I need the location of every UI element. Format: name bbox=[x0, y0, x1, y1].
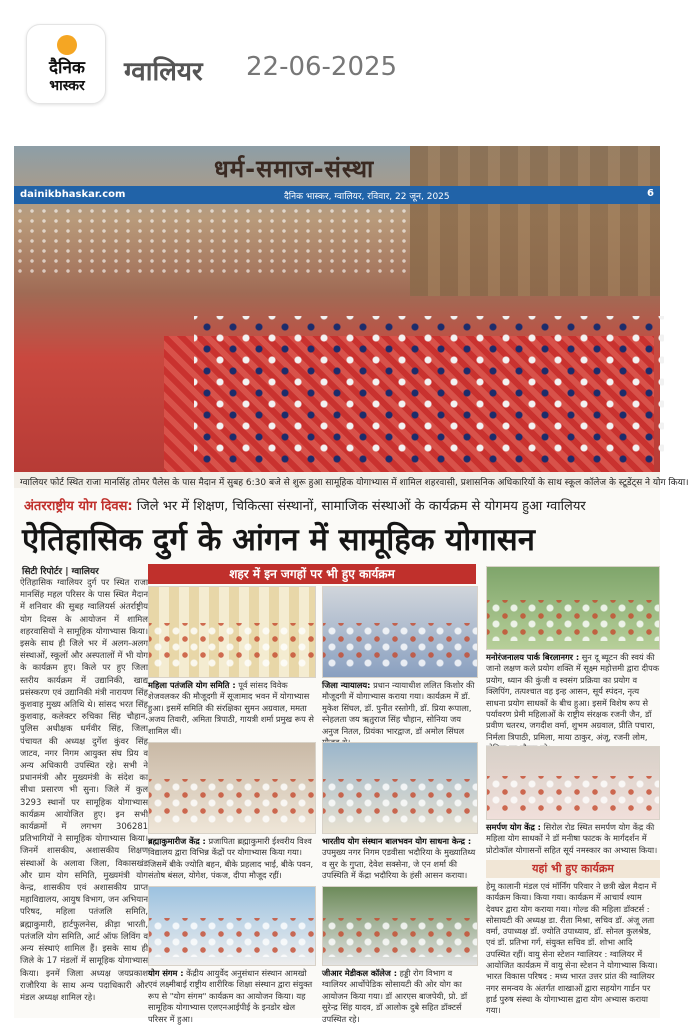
masthead-site: dainikbhaskar.com bbox=[20, 189, 126, 200]
caption-text: सुन दू ब्यूटन की स्वयं की जानो लक्षण कले प्रयोग शक्ति में सूक्ष्म महोत्तमी द्वारा दीपक प्रयोग, ध्यान की कुंजी व स्वसंग प्रक्रिया का प्रयोग व क्लिपिंग, तत्पश्चात वह इन्ह आसन, सूर्य स्पंदन, नृत्य साधना प्रयोग साधकों के बीच हुआ। इसमें विशेष रूप से पर्यावरण प्रेमी महिलाओं के राष्ट्रीय संरक्षक रजनी जैन, डॉ प्रवीण चतरथ, जगदीश वर्मा, शुभम अग्रवाल, प्रीति पचारा, निर्मला त्रिपाठी, प्रमिला, माया ठाकुर, अंजू, रजनी लोम, bbox=[486, 652, 660, 742]
caption-court bbox=[322, 680, 478, 738]
caption-title: मनोरंजनालय पार्क बिरलानगर : bbox=[486, 652, 580, 662]
logo-text-line1: दैनिक bbox=[49, 58, 85, 78]
events-banner: शहर में इन जगहों पर भी हुए कार्यक्रम bbox=[148, 564, 476, 584]
fort-wall bbox=[410, 146, 660, 296]
photo-gr-medical bbox=[322, 886, 478, 966]
caption-mahila-patanjali bbox=[148, 680, 316, 738]
crowd bbox=[14, 206, 414, 276]
caption-title: योग संगम : bbox=[148, 968, 184, 978]
caption-title: समर्पण योग केंद्र : bbox=[486, 822, 541, 832]
caption-text: प्रधान न्यायाधीश ललित किशोर की मौजूदगी में योगाभ्यास कराया गया। कार्यक्रम में डॉ. मुकेश सिंघल, डॉ. पुनीत रस्तोगी, डॉ. प्रिया रूपाला, स्नेहलता जय ऋतुराज सिंह चौहान, सोनिया जय अनुज नितल, प्रियंका भारद्वाज, डॉ अमोल सिंघल bbox=[322, 680, 475, 736]
dainik-bhaskar-logo[interactable] bbox=[26, 24, 106, 104]
more-events-banner: यहां भी हुए कार्यक्रम bbox=[486, 860, 660, 878]
headline: ऐतिहासिक दुर्ग के आंगन में सामूहिक योगासन bbox=[22, 522, 535, 558]
caption-title: महिला पतंजलि योग समिति : bbox=[148, 680, 236, 690]
caption-balbhavan bbox=[322, 836, 478, 882]
kicker bbox=[24, 496, 586, 514]
masthead-center: दैनिक भास्कर, ग्वालियर, रविवार, 22 जून, 2025 bbox=[284, 192, 450, 202]
kicker-label: अंतरराष्ट्रीय योग दिवस: bbox=[24, 499, 133, 514]
masthead-strip bbox=[14, 186, 660, 204]
edition-city: ग्वालियर bbox=[124, 57, 203, 87]
newspaper-page[interactable] bbox=[14, 146, 689, 1024]
logo-text-line2: भास्कर bbox=[49, 78, 85, 94]
photo-samarpan bbox=[486, 746, 660, 820]
caption-text: हड्डी रोग विभाग व ग्वालियर आर्थोपेडिक सोसायटी की ओर योग का आयोजन किया गया। डॉ आरएस बाजपेयी, प्रो. डॉ सुरेन्द्र सिंह यादव, डॉ आलोक दुबे सहित डॉक्टर्स उपस्थित रहे। bbox=[322, 968, 468, 1024]
caption-yoga-sangam bbox=[148, 968, 316, 1024]
section-title: धर्म-समाज-संस्था bbox=[214, 155, 375, 183]
main-photo-caption: ग्वालियर फोर्ट स्थित राजा मानसिंह तोमर पैलेस के पास मैदान में सुबह 6:30 बजे से शुरू हुआ सामूहिक योगाभ्यास में शामिल शहरवासी, प्रशासनिक अधिकारियों के साथ स्कूल कॉलेज के स्टूडेंट्स ने योग किया। bbox=[14, 472, 660, 488]
caption-text: प्रजापिता ब्रह्माकुमारी ईश्वरीय विश्व विद्यालय द्वारा विभिन्न केंद्रों पर योगाभ्यास किया गया। जिसमें बीके ज्योति बहन, बीके प्रहलाद भाई, बीके पवन, संतोष बंसल, योगेश, पंकज, दीपा मौजूद रहीं। bbox=[148, 836, 314, 881]
caption-title: भारतीय योग संस्थान बालभवन योग साधना केन्द्र : bbox=[322, 836, 472, 846]
caption-samarpan bbox=[486, 822, 660, 858]
photo-birlanagar-park bbox=[486, 566, 660, 650]
caption-title: जिला न्यायालय: bbox=[322, 680, 371, 690]
more-events-text: हेमू कालानी मंडल एवं मॉर्निंग परिवार ने छत्री खेल मैदान में कार्यक्रम किया। किया गया। कार्यक्रम में आचार्य श्याम देवघर द्वारा योग कराया गया। गोल्ड की महिला डॉक्टर्स : सोसायटी की अध्यक्ष डा. रीता मिश्रा, सचिव डॉ. अंजू लता वर्मा, उपाध्यक्ष डॉ. ज्योति उपाध्याय, डॉ. सोनल कुलश्रेष्ठ, एवं डॉ. प्रतिभा गर्ग, संयुक्त सचिव डॉ. शोभा आदि उपस्थित रहीं। वायु सेना स्टेशन ग्वालियर : ग्वालियर में आयोजित कार्यक्रम में वायु सेना स्टेशन ने योगाभ्यास किया। भारत विकास परिषद : मध्य भारत उत्तर प्रांत की ग्वालियर नगर समन्वय के अंतर्गत शाखाओं द्वारा सहयोग गार्डन पर हार्ड पुरुष संस्था के योगाभ्यास द्वारा योग अभ्यास कराया गया। bbox=[486, 881, 658, 1016]
main-photo bbox=[14, 146, 660, 472]
caption-gr-medical bbox=[322, 968, 478, 1024]
sun-icon bbox=[57, 35, 77, 55]
yoga-participants bbox=[194, 316, 664, 466]
photo-yoga-sangam bbox=[148, 886, 316, 966]
photo-balbhavan bbox=[322, 742, 478, 834]
caption-text: केंद्रीय आयुर्वेद अनुसंधान संस्थान आमखो एवं लक्ष्मीबाई राष्ट्रीय शारीरिक शिक्षा संस्थान द्वारा संयुक्त रूप से "योग संगम" कार्यक्रम का आयोजन किया। यह सामूहिक योगाभ्यास एलएनआईपीई के इनडोर खेल परिसर में हुआ। bbox=[148, 968, 313, 1024]
caption-brahmakumaris bbox=[148, 836, 316, 882]
caption-title: ब्रह्माकुमारीज केंद्र : bbox=[148, 836, 206, 846]
app-header bbox=[0, 0, 678, 120]
article-body: ऐतिहासिक ग्वालियर दुर्ग पर स्थित राजा मानसिंह महल परिसर के पास स्थित मैदान में शनिवार की सुबह ग्वालियर्स अंतर्राष्ट्रीय योग दिवस के आयोजन में शामिल शहरवासियों ने सामूहिक योगाभ्यास किया। इसके साथ ही जिले भर में अलग-अलग संस्थाओं, स्कूलों और अस्पतालों में भी योग के कार्यक्रम हुए। किले पर हुए जिला स्तरीय कार्यक्रम में उद्यानिकी, खाद्य प्रसंस्करण एवं उद्यानिकी मंत्री नारायण सिंह कुशवाह मुख्य अतिथि थे। सांसद भरत सिंह कुशवाह, कलेक्टर रुचिका सिंह चौहान, पुलिस अधीक्षक धर्मवीर सिंह, जिला पंचायत की अध्यक्ष दुर्गेश कुंवर सिंह जाटव, नगर निगम आयुक्त संघ प्रिय व अन्य अधिकारी उपस्थित रहे। सभी ने प्रधानमंत्री और मुख्यमंत्री के संदेश का सीधा प्रसारण भी सुना। जिले में कुल 3293 स्थानों पर सामूहिक योगाभ्यास कार्यक्रम आयोजित हुए। इन सभी कार्यक्रमों में लगभग 306281 प्रतिभागियों ने सामूहिक योगाभ्यास किया। जिनमें शासकीय, अशासकीय शिक्षण संस्थाओं के अलावा जिला, विकासखंड और ग्राम योग समिति, मुख्यमंत्री योग केन्द्र, शासकीय एवं अशासकीय प्राप्त महाविद्यालय, आयुष विभाग, जन अभियान परिषद, महिला पतंजलि समिति, ब्रह्माकुमारी, हार्टफुलनेस, क्रीड़ा भारती, पतंजलि योग समिति, आर्ट ऑफ लिविंग व अन्य संस्थाएं शामिल हैं। इसके साथ ही जिले के 17 मंडलों में सामूहिक योगाभ्यास किया। इनमें जिला अध्यक्ष जयप्रकाश राजौरिया के साथ अन्य पदाधिकारी और मंडल अध्यक्ष शामिल रहे। bbox=[20, 577, 148, 1002]
caption-text: पूर्व सांसद विवेक शेजवलकर की मौजूदगी में सूजामाद भवन में योगाभ्यास हुआ। इसमें समिति की संरक्षिका सुमन अग्रवाल, ममता अजय तिवारी, अमिता त्रिपाठी, गायत्री शर्मा प्रमुख रूप से शामिल थीं। bbox=[148, 680, 314, 736]
caption-title: जीआर मेडीकल कॉलेज : bbox=[322, 968, 398, 978]
photo-mahila-patanjali bbox=[148, 586, 316, 678]
kicker-text: जिले भर में शिक्षण, चिकित्सा संस्थानों, सामाजिक संस्थाओं के कार्यक्रम से योगमय हुआ ग्वालियर bbox=[136, 499, 586, 514]
byline: सिटी रिपोर्टर | ग्वालियर bbox=[22, 567, 99, 577]
caption-birlanagar-park bbox=[486, 652, 660, 744]
caption-text: उपमुख्य नगर निगम एडवीसा भदौरिया के मुख्यातिथ्य व सुर के गुप्ता, देवेश सक्सेना, जे एन शर्मा की उपस्थिति में केंद्रा भदौरिया के हंसी आसन कराया। bbox=[322, 847, 476, 881]
photo-court bbox=[322, 586, 478, 678]
page-number: 6 bbox=[647, 188, 654, 199]
caption-text: सिरोल रोड स्थित समर्पण योग केंद्र की महिला योग साधकों ने डॉ मनीषा फाटक के मार्गदर्शन में प्रोटोकॉल योगासनों सहित सूर्य नमस्कार का अभ्यास किया। bbox=[486, 822, 658, 855]
edition-date: 22-06-2025 bbox=[246, 52, 398, 82]
photo-brahmakumaris bbox=[148, 742, 316, 834]
